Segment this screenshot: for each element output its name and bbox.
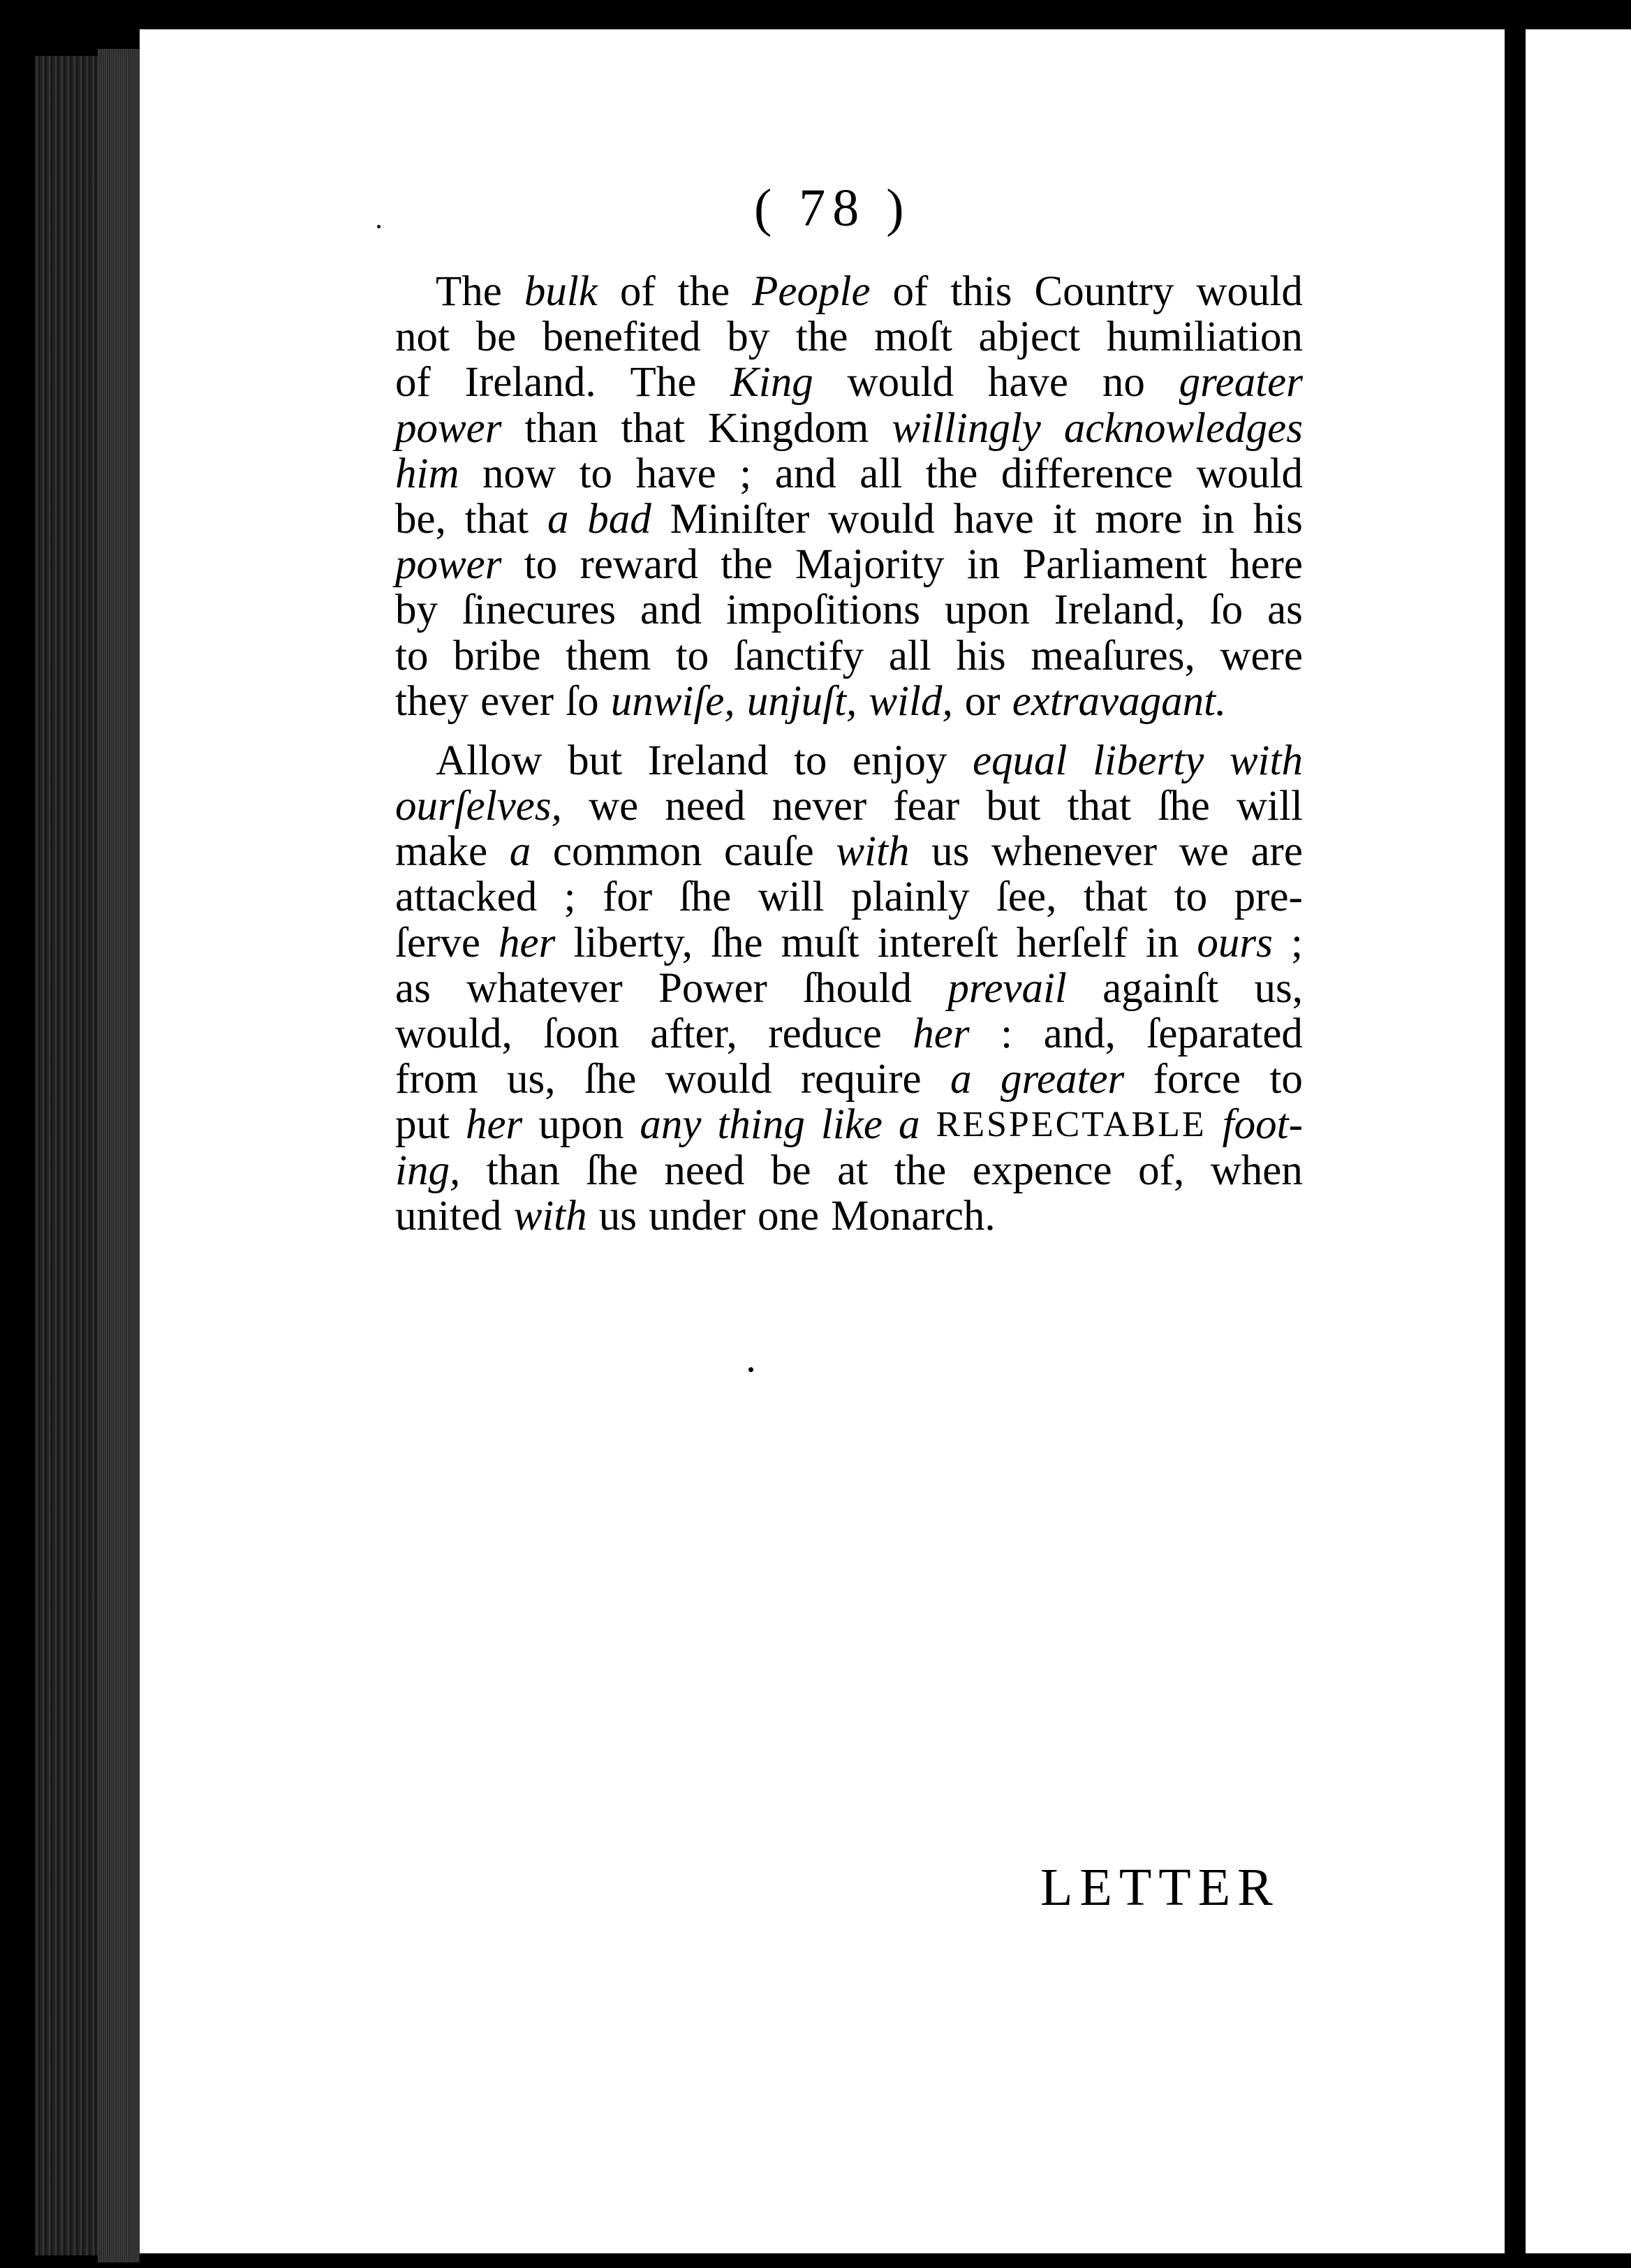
word: meaſures, <box>1031 632 1195 679</box>
word: equal <box>972 737 1068 784</box>
word: to <box>1269 1056 1303 1103</box>
word: for <box>603 874 653 921</box>
word: under <box>649 1192 746 1239</box>
word: after, <box>650 1010 737 1057</box>
word: her <box>499 919 556 966</box>
word: plainly <box>851 874 970 921</box>
text-line <box>395 738 1303 783</box>
text-line <box>395 966 1303 1011</box>
text-line <box>395 920 1303 966</box>
text-line <box>395 1011 1303 1056</box>
word: put <box>395 1101 450 1149</box>
page-gutter <box>1505 0 1526 2268</box>
word: wild, <box>869 677 953 725</box>
word: the <box>677 268 730 315</box>
word: and <box>774 450 836 497</box>
word: ing, <box>395 1147 461 1194</box>
facing-page <box>1526 29 1631 2253</box>
word: upon <box>944 587 1030 634</box>
word: bad <box>587 495 651 543</box>
word: here <box>1230 541 1303 589</box>
word: will <box>758 874 825 921</box>
word: upon <box>538 1101 624 1149</box>
word: reduce <box>768 1010 882 1057</box>
word: Ireland. <box>464 359 596 406</box>
text-line <box>395 783 1303 829</box>
word: abject <box>978 314 1081 361</box>
word: from <box>395 1056 478 1103</box>
word: with <box>513 1192 587 1239</box>
word: Kingdom <box>707 404 869 452</box>
word: make <box>395 828 488 876</box>
word: are <box>1250 828 1303 876</box>
word: were <box>1220 632 1303 679</box>
word: the <box>795 314 848 361</box>
word: they <box>395 677 469 725</box>
word: that <box>464 495 529 543</box>
word: any <box>640 1101 702 1149</box>
word: them <box>566 632 651 679</box>
word: ſeparated <box>1146 1010 1303 1057</box>
word: and, <box>1043 1010 1116 1057</box>
word: of <box>395 359 431 406</box>
word: ſerve <box>395 919 480 966</box>
word: need <box>664 1147 745 1194</box>
word: like <box>820 1101 883 1149</box>
word: impoſitions <box>726 587 920 634</box>
text-line <box>395 679 1303 724</box>
word: intereſt <box>877 919 998 966</box>
word: humiliation <box>1106 314 1303 361</box>
word: ourſelves, <box>395 783 562 830</box>
word: have <box>987 359 1069 406</box>
text-line <box>395 1056 1303 1102</box>
word: ſo <box>1209 587 1243 634</box>
word: bulk <box>524 268 598 315</box>
word: difference <box>1001 450 1173 497</box>
word: but <box>986 783 1041 830</box>
word: one <box>758 1192 820 1239</box>
word: liberty <box>1093 737 1204 784</box>
text-line <box>395 1193 1303 1239</box>
word: be <box>475 314 517 361</box>
word: by <box>727 314 770 361</box>
word: reward <box>580 541 698 589</box>
word: power <box>395 541 502 589</box>
word: him <box>395 450 459 497</box>
word: we <box>589 783 639 830</box>
word: not <box>395 314 450 361</box>
text-line <box>395 360 1303 405</box>
word: common <box>552 828 702 876</box>
word: RESPECTABLE <box>936 1105 1206 1145</box>
word: us <box>931 828 970 876</box>
word: ſanctify <box>733 632 864 679</box>
text-line <box>395 633 1303 679</box>
word: ſhe <box>586 1147 638 1194</box>
word: would <box>828 495 935 543</box>
word: to <box>579 450 613 497</box>
text-line <box>395 1102 1303 1147</box>
word: force <box>1153 1056 1241 1103</box>
word: ours <box>1197 919 1273 966</box>
word: a <box>547 495 569 543</box>
word: a <box>899 1101 920 1149</box>
text-line <box>395 874 1303 920</box>
word: The <box>630 359 697 406</box>
page-number: ( 78 ) <box>754 179 911 237</box>
word: moſt <box>874 314 952 361</box>
word: united <box>395 1192 502 1239</box>
word: ſhe <box>584 1056 637 1103</box>
word: Country <box>1034 268 1174 315</box>
word: the <box>721 541 773 589</box>
word: ; <box>1291 919 1303 966</box>
word: would, <box>395 1010 512 1057</box>
word: cauſe <box>724 828 814 876</box>
word: no <box>1102 359 1145 406</box>
word: us, <box>507 1056 556 1103</box>
word: need <box>665 783 746 830</box>
word: have <box>635 450 716 497</box>
word: in <box>966 541 1001 589</box>
word: of <box>619 268 656 315</box>
word: benefited <box>542 314 701 361</box>
word: be <box>771 1147 811 1194</box>
word: acknowledges <box>1063 404 1303 452</box>
word: Majority <box>795 541 945 589</box>
word: than <box>524 404 598 452</box>
word: pre- <box>1234 874 1303 921</box>
word: Ireland, <box>1054 587 1186 634</box>
word: in <box>1201 495 1234 543</box>
word: all <box>888 632 931 679</box>
word: People <box>752 268 871 315</box>
word: his <box>956 632 1006 679</box>
word: now <box>482 450 556 497</box>
word: enjoy <box>852 737 947 784</box>
word: bribe <box>453 632 541 679</box>
word: Parliament <box>1022 541 1207 589</box>
word: attacked <box>395 874 538 921</box>
word: would <box>847 359 954 406</box>
word: it <box>1052 495 1077 543</box>
body-text <box>395 269 1303 1239</box>
ink-speck <box>748 1367 753 1372</box>
word: in <box>1145 919 1179 966</box>
word: more <box>1095 495 1183 543</box>
word: have <box>953 495 1034 543</box>
word: ever <box>480 677 554 725</box>
word: a <box>950 1056 972 1103</box>
word: us <box>598 1192 637 1239</box>
word: Ireland <box>647 737 769 784</box>
word: power <box>395 404 502 452</box>
ink-speck <box>377 225 381 228</box>
word: to <box>395 632 429 679</box>
word: by <box>395 587 438 634</box>
word: to <box>793 737 827 784</box>
word: as <box>395 964 431 1012</box>
word: ſhe <box>1158 783 1210 830</box>
word: ; <box>563 874 576 921</box>
word: of <box>892 268 929 315</box>
word: or <box>964 677 1001 725</box>
text-line <box>395 451 1303 496</box>
word: this <box>950 268 1012 315</box>
word: be, <box>395 495 446 543</box>
text-line <box>395 314 1303 360</box>
word: that <box>1067 783 1132 830</box>
text-line <box>395 269 1303 314</box>
word: thing <box>717 1101 805 1149</box>
word: ſee, <box>996 874 1057 921</box>
word: her <box>913 1010 970 1057</box>
word: would <box>1196 450 1303 497</box>
word: liberty, <box>573 919 693 966</box>
word: herſelf <box>1016 919 1128 966</box>
text-line <box>395 496 1303 542</box>
word: ſinecures <box>462 587 617 634</box>
word: unjuſt, <box>746 677 857 725</box>
text-line <box>395 829 1303 874</box>
word: whenever <box>991 828 1158 876</box>
word: ; <box>739 450 752 497</box>
page-edges <box>98 49 140 2262</box>
word: would <box>665 1056 772 1103</box>
word: us, <box>1254 964 1303 1012</box>
word: Monarch. <box>831 1192 996 1239</box>
word: but <box>568 737 623 784</box>
word: King <box>730 359 813 406</box>
text-line <box>395 1148 1303 1193</box>
word: to <box>675 632 709 679</box>
word: to <box>1174 874 1208 921</box>
word: Allow <box>436 737 543 784</box>
word: The <box>436 268 502 315</box>
word: her <box>465 1101 523 1149</box>
word: as <box>1267 587 1303 634</box>
word: would <box>1196 268 1303 315</box>
word: unwiſe, <box>610 677 735 725</box>
word: ſhe <box>679 874 732 921</box>
word: when <box>1210 1147 1303 1194</box>
word: will <box>1237 783 1303 830</box>
word: Miniſter <box>670 495 810 543</box>
word: the <box>925 450 978 497</box>
word: ſhe <box>711 919 763 966</box>
word: at <box>837 1147 869 1194</box>
word: greater <box>1000 1056 1125 1103</box>
word: we <box>1179 828 1229 876</box>
word: : <box>1001 1010 1013 1057</box>
word: whatever <box>466 964 623 1012</box>
word: the <box>894 1147 947 1194</box>
word: ſo <box>566 677 599 725</box>
word: a <box>509 828 531 876</box>
text-line <box>395 542 1303 587</box>
word: Power <box>658 964 767 1012</box>
word: never <box>772 783 867 830</box>
word: than <box>486 1147 560 1194</box>
word: extravagant. <box>1012 677 1227 725</box>
word: all <box>859 450 903 497</box>
word: that <box>1083 874 1148 921</box>
word: with <box>1229 737 1303 784</box>
catchword: LETTER <box>1040 1858 1280 1917</box>
word: fear <box>893 783 960 830</box>
text-line <box>395 587 1303 633</box>
word: muſt <box>781 919 859 966</box>
text-line <box>395 406 1303 451</box>
word: to <box>524 541 558 589</box>
word: with <box>836 828 910 876</box>
word: that <box>621 404 685 452</box>
word: greater <box>1179 359 1303 406</box>
word: willingly <box>892 404 1041 452</box>
word: and <box>640 587 702 634</box>
word: require <box>800 1056 922 1103</box>
word: foot- <box>1222 1101 1303 1149</box>
word: ſoon <box>543 1010 619 1057</box>
word: ſhould <box>803 964 913 1012</box>
word: his <box>1253 495 1303 543</box>
word: prevail <box>947 964 1067 1012</box>
word: expence <box>972 1147 1112 1194</box>
word: againſt <box>1102 964 1219 1012</box>
word: of, <box>1138 1147 1185 1194</box>
